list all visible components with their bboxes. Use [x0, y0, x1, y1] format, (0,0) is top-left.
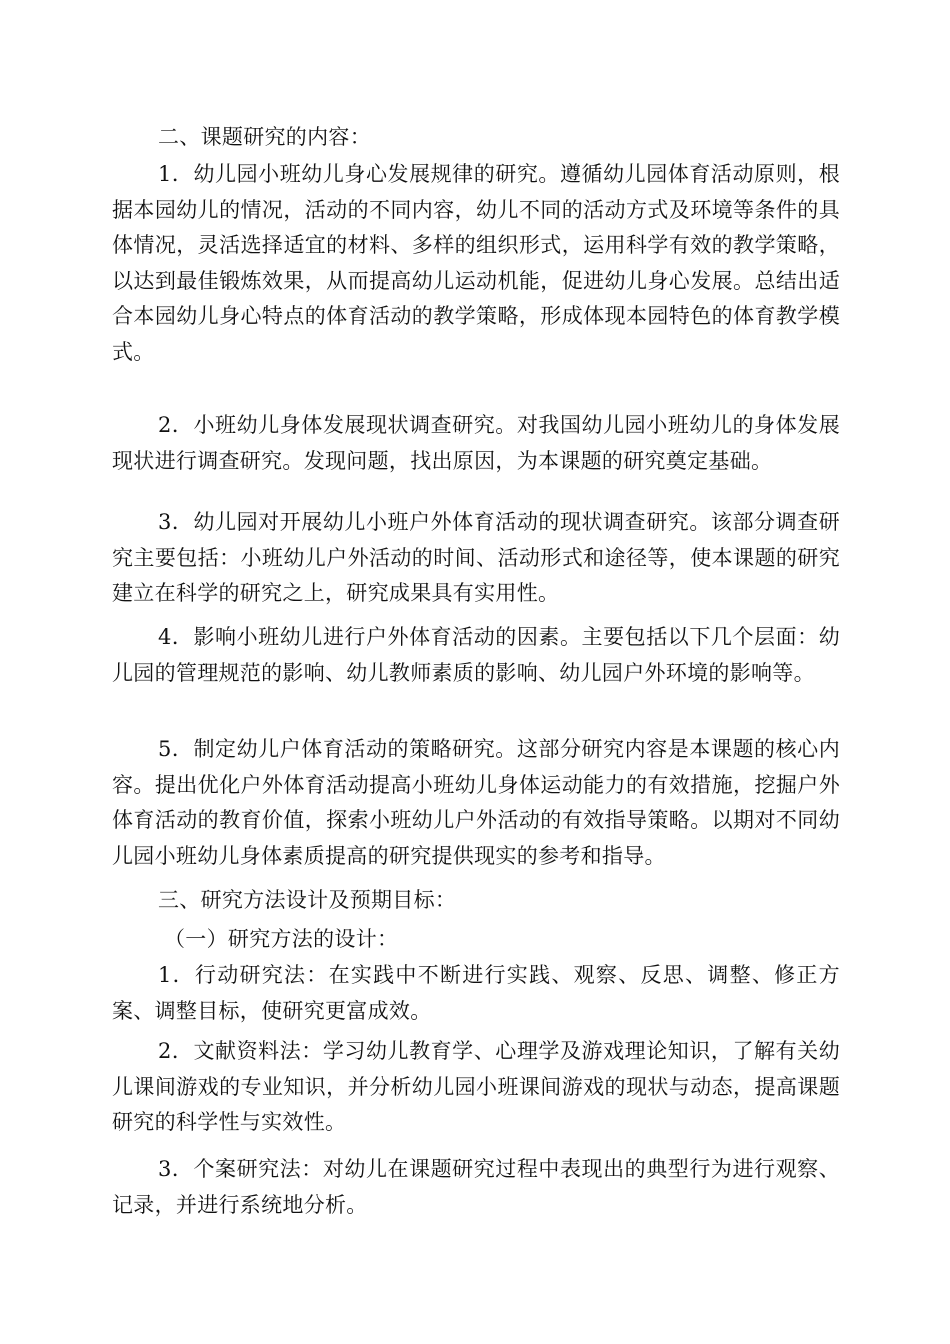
method-item-2: 2．文献资料法：学习幼儿教育学、心理学及游戏理论知识，了解有关幼儿课间游戏的专业知识，并分析幼儿园小班课间游戏的现状与动态，提高课题研究的科学性与实效性。: [112, 1039, 840, 1134]
content-item-4: 4．影响小班幼儿进行户外体育活动的因素。主要包括以下几个层面：幼儿园的管理规范的影响、幼儿教师素质的影响、幼儿园户外环境的影响等。: [112, 625, 840, 685]
method-item-1: 1．行动研究法：在实践中不断进行实践、观察、反思、调整、修正方案、调整目标，使研究更富成效。: [112, 963, 840, 1023]
methods-subheading: （一）研究方法的设计：: [164, 927, 399, 951]
content-item-3: 3．幼儿园对开展幼儿小班户外体育活动的现状调查研究。该部分调查研究主要包括：小班幼儿户外活动的时间、活动形式和途径等，使本课题的研究建立在科学的研究之上，研究成果具有实用性。: [112, 510, 840, 605]
content-item-2: 2．小班幼儿身体发展现状调查研究。对我国幼儿园小班幼儿的身体发展现状进行调查研究。发现问题，找出原因，为本课题的研究奠定基础。: [112, 413, 840, 473]
section-two-heading: 二、课题研究的内容：: [158, 125, 371, 149]
section-three-heading: 三、研究方法设计及预期目标：: [158, 888, 457, 912]
content-item-1: 1．幼儿园小班幼儿身心发展规律的研究。遵循幼儿园体育活动原则，根据本园幼儿的情况，活动的不同内容，幼儿不同的活动方式及环境等条件的具体情况，灵活选择适宜的材料、多样的组织形式，运用科学有效的教学策略，以达到最佳锻炼效果，从而提高幼儿运动机能，促进幼儿身心发展。总结出适合本园幼儿身心特点的体育活动的教学策略，形成体现本园特色的体育教学模式。: [112, 162, 840, 364]
content-item-5: 5．制定幼儿户体育活动的策略研究。这部分研究内容是本课题的核心内容。提出优化户外体育活动提高小班幼儿身体运动能力的有效措施，挖掘户外体育活动的教育价值，探索小班幼儿户外活动的有效指导策略。以期对不同幼儿园小班幼儿身体素质提高的研究提供现实的参考和指导。: [112, 737, 840, 868]
method-item-3: 3．个案研究法：对幼儿在课题研究过程中表现出的典型行为进行观察、记录，并进行系统地分析。: [112, 1157, 840, 1217]
